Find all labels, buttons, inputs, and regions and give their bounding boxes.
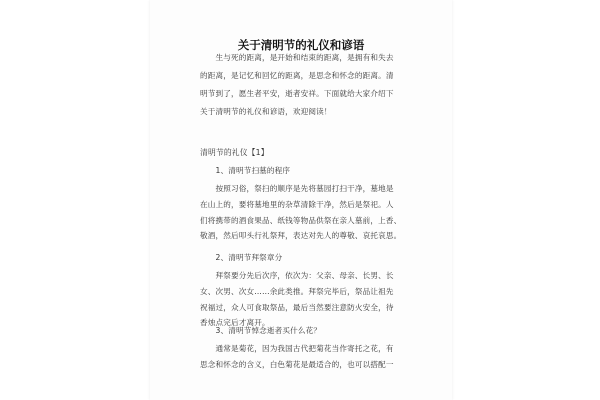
body-line: 们将携带的酒食果品、纸钱等物品供祭在亲人墓前，上香、 xyxy=(200,215,402,225)
intro-paragraph xyxy=(200,52,394,124)
body-line: 敬酒，然后叩头行礼祭拜，表达对先人的尊敬、哀托哀思。 xyxy=(200,231,402,241)
body-line: 按照习俗，祭扫的顺序是先将墓园打扫干净，墓地是 xyxy=(200,184,394,193)
document-title: 关于清明节的礼仪和谚语 xyxy=(237,38,365,52)
body-line: 女、次男、次女……余此类推。拜祭完毕后，祭品让祖先 xyxy=(200,286,394,296)
item-body xyxy=(200,270,394,333)
body-line: 香烛点完后才离开。 xyxy=(200,318,270,328)
body-line: 在山上的，要将墓地里的杂草清除干净，然后是祭祀。人 xyxy=(200,199,394,209)
item-body xyxy=(200,183,401,246)
intro-line: 的距离，是记忆和回忆的距离，是思念和怀念的距离。清 xyxy=(200,71,394,80)
item-heading: 3、清明节悼念逝者买什么花？ xyxy=(200,326,322,335)
body-line: 拜祭要分先后次序，依次为：父亲、母亲、长男、长 xyxy=(200,271,394,280)
item-heading: 2、清明节拜祭章分 xyxy=(200,253,283,262)
item-body xyxy=(200,343,394,375)
intro-line: 明节到了，愿生者平安，逝者安祥。下面就给大家介绍下 xyxy=(200,89,394,98)
item-heading: 1、清明节扫墓的程序 xyxy=(200,166,291,175)
intro-line: 生与死的距离，是开始和结束的距离，是拥有和失去 xyxy=(200,53,394,62)
intro-line: 关于清明节的礼仪和谚语，欢迎阅读！ xyxy=(200,107,332,116)
body-line: 祝福过，众人可食取祭品，最后当然要注意防火安全，待 xyxy=(200,302,394,312)
section-title: 清明节的礼仪【1】 xyxy=(200,148,269,157)
body-line: 思念和怀念的含义，白色菊花是最适合的，也可以搭配一 xyxy=(200,359,394,369)
body-line: 通常是菊花，因为我国古代把菊花当作寄托之花，有 xyxy=(200,344,394,353)
